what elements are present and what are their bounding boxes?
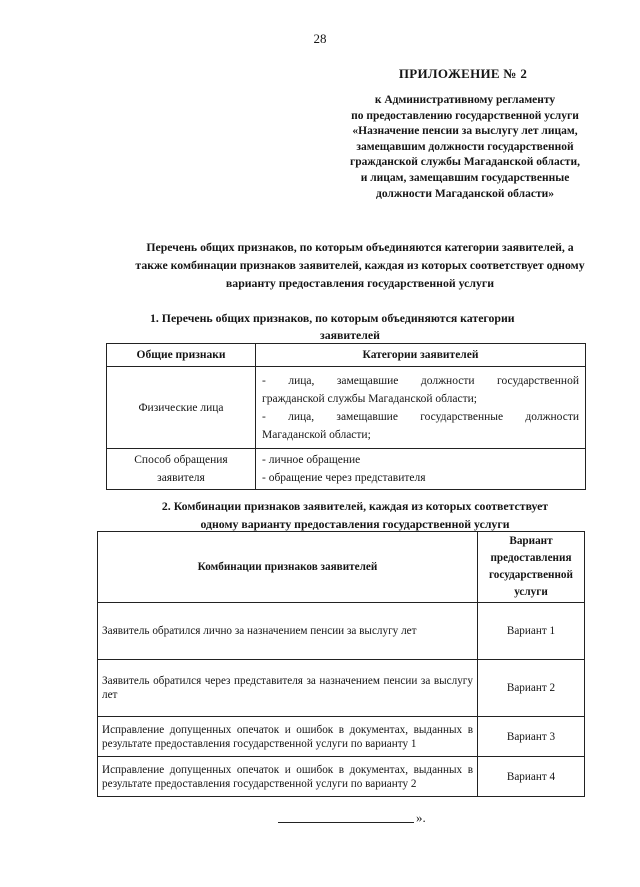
appendix-reference-line: должности Магаданской области» <box>376 187 554 200</box>
table-row <box>107 449 586 490</box>
appendix-reference-line: и лицам, замещавшим государственные <box>360 171 570 184</box>
column-header: Вариант предоставления государственной услуги <box>478 532 585 603</box>
table-row <box>98 603 585 660</box>
appendix-reference-line: к Административному регламенту <box>374 94 556 106</box>
main-heading-line: Перечень общих признаков, по которым объединяются категории заявителей, а <box>146 240 574 254</box>
variant-cell: Вариант 2 <box>478 660 585 717</box>
main-heading-line: также комбинации признаков заявителей, каждая из которых соответствует одному <box>135 258 585 272</box>
variant-cell: Вариант 3 <box>478 717 585 757</box>
section1-heading-line: 1. Перечень общих признаков, по которым объединяются категории <box>150 311 515 325</box>
sign-cell: Способ обращения заявителя <box>107 449 256 490</box>
common-signs-table <box>106 343 586 490</box>
section2-heading-line: одному варианту предоставления государственной услуги <box>200 517 510 531</box>
section2-heading-line: 2. Комбинации признаков заявителей, каждая из которых соответствует <box>161 499 549 513</box>
combination-cell: Исправление допущенных опечаток и ошибок в документах, выданных в результате предоставления государственной услуги по варианту 1 <box>98 717 478 757</box>
combination-cell: Заявитель обратился через представителя за назначением пенсии за выслугу лет <box>98 660 478 717</box>
appendix-reference-line: по предоставлению государственной услуги <box>351 109 579 122</box>
appendix-reference <box>330 93 600 202</box>
main-heading <box>100 238 620 292</box>
combination-cell: Заявитель обратился лично за назначением пенсии за выслугу лет <box>98 603 478 660</box>
page-number: 28 <box>313 31 327 46</box>
table-row <box>98 757 585 797</box>
variant-cell: Вариант 4 <box>478 757 585 797</box>
combination-cell: Исправление допущенных опечаток и ошибок в документах, выданных в результате предоставления государственной услуги по варианту 2 <box>98 757 478 797</box>
variant-cell: Вариант 1 <box>478 603 585 660</box>
category-line: - лица, замещавшие государственные должности <box>262 410 579 423</box>
category-line: Магаданской области; <box>262 428 371 441</box>
category-line: - личное обращение <box>262 454 361 466</box>
appendix-title: ПРИЛОЖЕНИЕ № 2 <box>398 66 528 81</box>
table-row <box>107 367 586 449</box>
closing-underline <box>278 822 414 823</box>
section1-heading-line: заявителей <box>320 328 380 342</box>
categories-cell <box>256 367 586 449</box>
category-line: - лица, замещавшие должности государственной <box>262 374 579 387</box>
column-header: Категории заявителей <box>256 344 586 367</box>
section2-heading <box>130 497 580 533</box>
sign-combinations-table <box>97 531 585 797</box>
sign-cell: Физические лица <box>107 367 256 449</box>
appendix-reference-line: замещавшим должности государственной <box>356 140 574 153</box>
category-line: гражданской службы Магаданской области; <box>262 392 477 405</box>
table-header-row <box>98 532 585 603</box>
table-row <box>98 660 585 717</box>
appendix-reference-line: «Назначение пенсии за выслугу лет лицам, <box>352 125 578 138</box>
main-heading-line: варианту предоставления государственной услуги <box>225 276 495 290</box>
appendix-reference-line: гражданской службы Магаданской области, <box>350 156 580 169</box>
table-row <box>98 717 585 757</box>
column-header: Общие признаки <box>107 344 256 367</box>
section1-heading <box>150 310 570 344</box>
column-header: Комбинации признаков заявителей <box>98 532 478 603</box>
categories-cell <box>256 449 586 490</box>
category-line: - обращение через представителя <box>262 472 426 484</box>
table-header-row <box>107 344 586 367</box>
closing-quote-mark: ». <box>416 810 426 825</box>
